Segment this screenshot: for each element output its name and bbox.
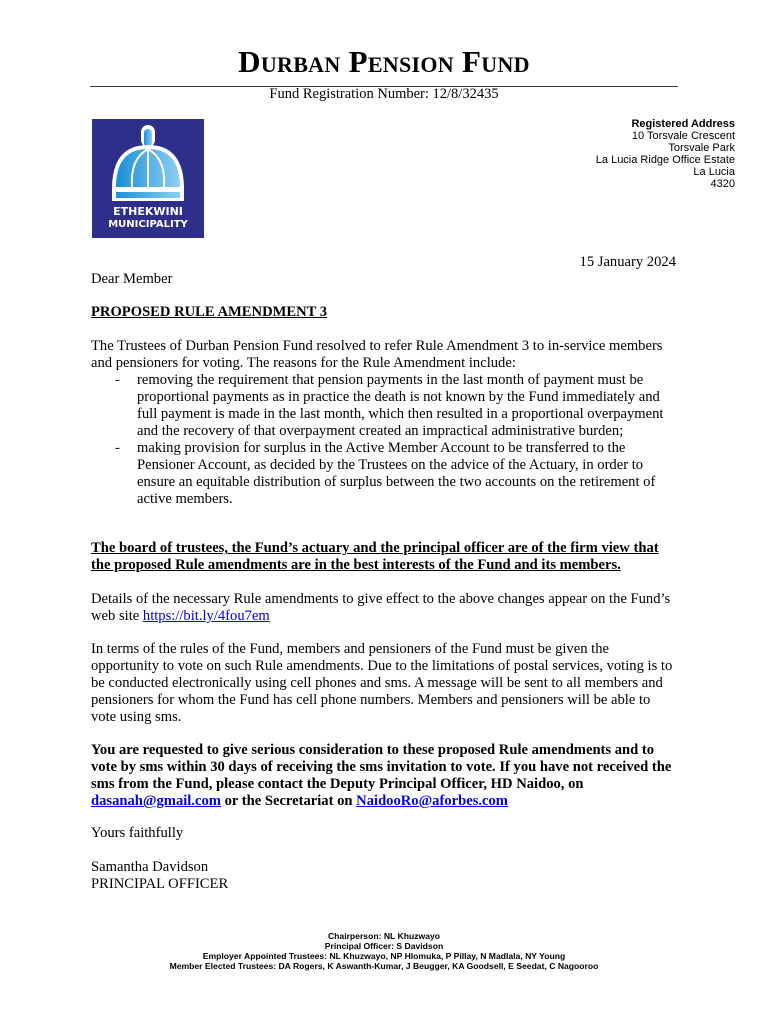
address-heading: Registered Address: [631, 118, 735, 130]
logo-text-1: ETHEKWINI: [113, 205, 183, 218]
closing: Yours faithfully: [91, 825, 184, 841]
footer-line: Employer Appointed Trustees: NL Khuzwayo, NP Hlomuka, P Pillay, N Madlala, NY Young: [202, 951, 566, 961]
list-item: [91, 440, 677, 508]
request-text: or the Secretariat on: [220, 793, 357, 809]
request-text: You are requested to give serious consideration to these proposed Rule amendments and to vote by sms within 30 days of receiving the sms invitation to vote. If you have not received the sms from the Fund, please contact the Deputy Principal Officer, HD Naidoo, on: [91, 742, 672, 792]
bullet-text: removing the requirement that pension payments in the last month of payment must be proportional payments as in practice the death is not known by the Fund immediately and full payment is made in the last month, which then resulted in a proportional overpayment and the recovery of that overpayment created an impractical administrative burden;: [137, 372, 664, 439]
deputy-email-link[interactable]: dasanah@gmail.com: [91, 793, 221, 809]
details-text: Details of the necessary Rule amendments to give effect to the above changes appear on the Fund’s web site: [91, 591, 671, 624]
address-line: 10 Torsvale Crescent: [631, 130, 735, 142]
logo-text-2: MUNICIPALITY: [108, 219, 188, 230]
board-view-statement: The board of trustees, the Fund’s actuary and the principal officer are of the firm view that the proposed Rule amendments are in the best interests of the Fund and its members.: [91, 540, 659, 573]
rule-amendments-link[interactable]: https://bit.ly/4fou7em: [142, 608, 270, 624]
trustees-footer: [0, 931, 768, 971]
footer-line: Member Elected Trustees: DA Rogers, K Aswanth-Kumar, J Beugger, KA Goodsell, E Seedat, C Nagooroo: [169, 961, 599, 971]
footer-line: Principal Officer: S Davidson: [324, 941, 444, 951]
bullet-text: making provision for surplus in the Active Member Account to be transferred to the Pensioner Account, as decided by the Trustees on the advice of the Actuary, in order to ensure an equitable distribution of surplus between the two accounts on the retirement of active members.: [137, 440, 656, 507]
signatory-title: PRINCIPAL OFFICER: [91, 876, 229, 892]
address-line: 4320: [710, 178, 735, 190]
details-paragraph: [91, 591, 677, 625]
bullet-dash: -: [115, 372, 120, 388]
fund-title: Durban Pension Fund: [238, 44, 530, 79]
address-line: La Lucia: [693, 166, 735, 178]
reasons-list: [91, 372, 677, 508]
bullet-dash: -: [115, 440, 120, 456]
registered-address: [596, 118, 735, 190]
voting-paragraph: In terms of the rules of the Fund, members and pensioners of the Fund must be given the opportunity to vote on such Rule amendments. Due to the limitations of postal services, voting is to be conducted electronically using cell phones and sms. A message will be sent to all members and pensioners for whom the Fund has cell phone numbers. Members and pensioners will be able to vote using sms.: [91, 641, 673, 725]
dome-icon: [92, 119, 204, 238]
footer-line: Chairperson: NL Khuzwayo: [327, 931, 441, 941]
signatory-name: Samantha Davidson: [91, 859, 209, 875]
letter-date: 15 January 2024: [579, 254, 676, 270]
list-item: [91, 372, 677, 440]
address-line: La Lucia Ridge Office Estate: [595, 154, 735, 166]
request-paragraph: [91, 742, 677, 810]
registration-number: Fund Registration Number: 12/8/32435: [269, 86, 499, 102]
letter-heading: PROPOSED RULE AMENDMENT 3: [91, 304, 328, 320]
salutation: Dear Member: [91, 271, 173, 287]
secretariat-email-link[interactable]: NaidooRo@aforbes.com: [356, 793, 508, 809]
ethekwini-logo: [92, 119, 204, 238]
intro-paragraph: The Trustees of Durban Pension Fund resolved to refer Rule Amendment 3 to in-service members and pensioners for voting. The reasons for the Rule Amendment include:: [91, 338, 663, 371]
address-line: Torsvale Park: [668, 142, 735, 154]
